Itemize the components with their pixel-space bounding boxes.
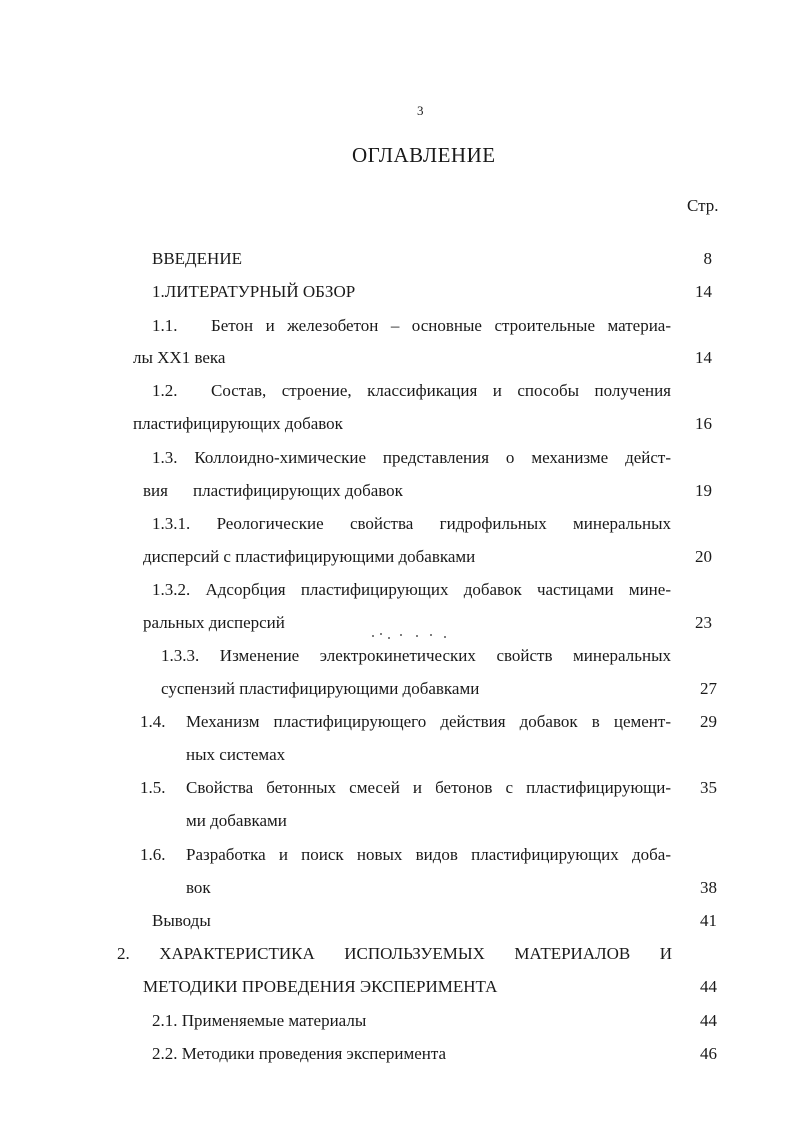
toc-chapter-2[interactable]: 2. ХАРАКТЕРИСТИКА ИСПОЛЬЗУЕМЫХ МАТЕРИАЛОВ И [117,944,672,963]
scan-specks [370,632,450,640]
toc-intro[interactable]: ВВЕДЕНИЕ [152,249,242,268]
toc-1-6-cont: вок [186,878,211,897]
toc-1-3-cont-b: пластифицирующих добавок [193,481,403,500]
toc-1-4-number: 1.4. [140,712,166,731]
toc-2-1-page: 44 [700,1011,717,1030]
toc-1-1-page: 14 [695,348,712,367]
toc-1-3-3[interactable]: 1.3.3. Изменение электрокинетических свойств минеральных [161,646,671,665]
toc-1-3-1-page: 20 [695,547,712,566]
toc-1-3-cont-a: вия [143,481,168,500]
toc-1-3-2-page: 23 [695,613,712,632]
toc-2-2-page: 46 [700,1044,717,1063]
toc-conclusions-page: 41 [700,911,717,930]
toc-1-5-number: 1.5. [140,778,166,797]
toc-1-2-page: 16 [695,414,712,433]
toc-1-1-cont: лы XX1 века [133,348,226,367]
toc-1-2-cont: пластифицирующих добавок [133,414,343,433]
toc-1-3-1[interactable]: 1.3.1. Реологические свойства гидрофильных минеральных [152,514,671,533]
toc-1-3-page: 19 [695,481,712,500]
toc-1-1[interactable]: Бетон и железобетон – основные строительные материа- [211,316,671,335]
toc-chapter-1[interactable]: 1.ЛИТЕРАТУРНЫЙ ОБЗОР [152,282,356,301]
toc-1-3-1-cont: дисперсий с пластифицирующими добавками [143,547,476,566]
toc-1-5[interactable]: Свойства бетонных смесей и бетонов с пластифицирующи- [186,778,671,797]
toc-1-1-number: 1.1. [152,316,178,335]
page-column-label: Стр. [687,196,719,215]
toc-intro-page: 8 [703,249,712,268]
toc-chapter-2-page: 44 [700,977,717,996]
toc-1-4-page: 29 [700,712,717,731]
toc-1-3-2[interactable]: 1.3.2. Адсорбция пластифицирующих добавок частицами мине- [152,580,671,599]
toc-1-5-page: 35 [700,778,717,797]
toc-1-4-cont: ных системах [186,745,286,764]
page-title: ОГЛАВЛЕНИЕ [352,143,496,167]
toc-1-6-page: 38 [700,878,717,897]
toc-2-1[interactable]: 2.1. Применяемые материалы [152,1011,367,1030]
toc-conclusions[interactable]: Выводы [152,911,211,930]
toc-1-2-number: 1.2. [152,381,178,400]
toc-2-2[interactable]: 2.2. Методики проведения эксперимента [152,1044,447,1063]
toc-1-3-3-cont: суспензий пластифицирующими добавками [161,679,480,698]
toc-1-4[interactable]: Механизм пластифицирующего действия добавок в цемент- [186,712,671,731]
toc-chapter-2-cont: МЕТОДИКИ ПРОВЕДЕНИЯ ЭКСПЕРИМЕНТА [143,977,498,996]
toc-1-3-2-cont: ральных дисперсий [143,613,285,632]
toc-1-5-cont: ми добавками [186,811,287,830]
toc-1-6[interactable]: Разработка и поиск новых видов пластифицирующих доба- [186,845,671,864]
page-number: 3 [417,103,424,118]
toc-chapter-1-page: 14 [695,282,712,301]
toc-1-6-number: 1.6. [140,845,166,864]
toc-1-2[interactable]: Состав, строение, классификация и способы получения [211,381,671,400]
toc-1-3-3-page: 27 [700,679,717,698]
toc-1-3[interactable]: 1.3. Коллоидно-химические представления о механизме дейст- [152,448,671,467]
